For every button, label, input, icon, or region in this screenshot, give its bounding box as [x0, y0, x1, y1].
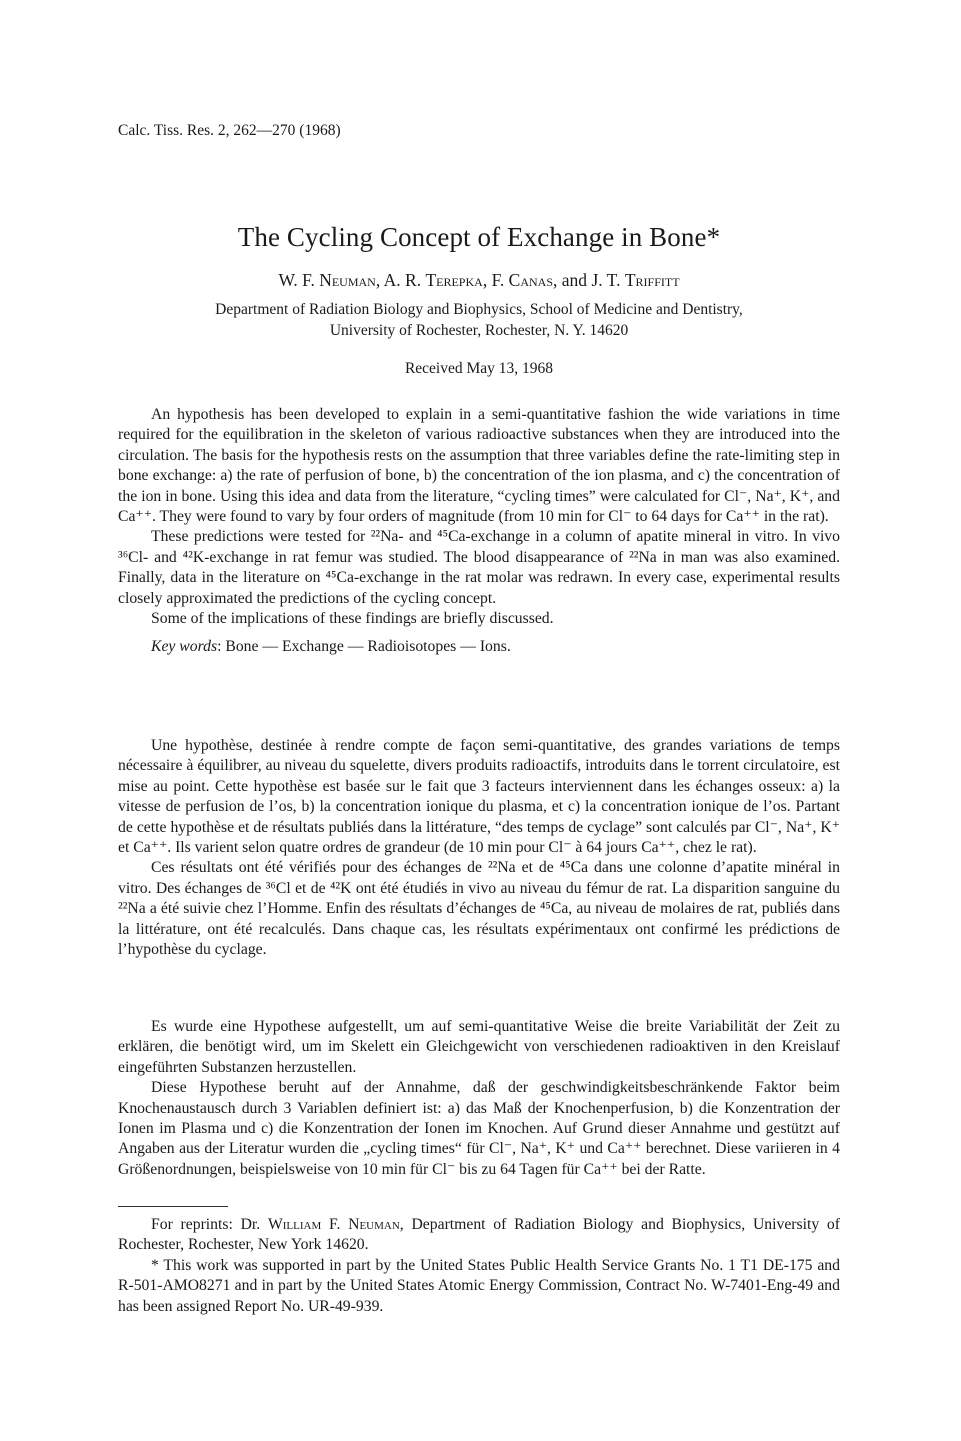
author-initials: A. R. — [383, 270, 426, 290]
journal-citation: Calc. Tiss. Res. 2, 262—270 (1968) — [118, 122, 341, 139]
author-list: W. F. Neuman, A. R. Terepka, F. Canas, and J. T. Triffitt — [278, 270, 680, 290]
author-initials: F. — [491, 270, 509, 290]
abstract-paragraph: Une hypothèse, destinée à rendre compte de façon semi-quantitative, des grandes variations de temps nécessaire à équilibrer, au niveau du squelette, divers produits radioactifs, introduits dans le torrent circulatoire, est mise au point. Cette hypothèse est basée sur le fait que 3 facteurs interviennent dans les échanges osseux: a) la vitesse de perfusion de l’os, b) la concentration ionique du plasma, et c) la concentration ionique de l’os. Partant de cette hypothèse et de résultats publiés dans la littérature, “des temps de cyclage” sont calculés par Cl⁻, Na⁺, K⁺ et Ca⁺⁺. Ils varient selon quatre ordres de grandeur (de 10 min pour Cl⁻ à 64 jours Ca⁺⁺, chez le rat). — [118, 737, 840, 857]
abstract-paragraph: Es wurde eine Hypothese aufgestellt, um auf semi-quantitative Weise die breite Variabilität der Zeit zu erklären, die benötigt wird, um im Skelett ein Gleichgewicht von verschiedenen radioaktiven in den Kreislauf eingeführten Substanzen herzustellen. — [118, 1018, 840, 1076]
funding-footnote: * This work was supported in part by the United States Public Health Service Grants No. 1 T1 DE-175 and R-501-AMO8271 and in part by the United States Atomic Energy Commission, Contract No. W-7401-Eng-49 and has been assigned Report No. UR-49-939. — [118, 1256, 840, 1315]
title-text: The Cycling Concept of Exchange in Bone — [237, 222, 707, 252]
abstract-paragraph: These predictions were tested for ²²Na- and ⁴⁵Ca-exchange in a column of apatite mineral in vitro. In vivo ³⁶Cl- and ⁴²K-exchange in rat femur was studied. The blood disappearance of ²²Na in man was also examined. Finally, data in the literature on ⁴⁵Ca-exchange in the rat molar was redrawn. In every case, experimental results closely approximated the predictions of the cycling concept. — [118, 528, 840, 607]
footnote-name: William F. Neuman — [267, 1216, 400, 1233]
affiliation-line: Department of Radiation Biology and Biophysics, School of Medicine and Dentistry, — [215, 301, 743, 318]
author-name: Terepka — [425, 270, 483, 290]
paper-title — [118, 222, 840, 253]
keywords-list: : Bone — Exchange — Radioisotopes — Ions. — [217, 638, 511, 656]
abstract-paragraph: Ces résultats ont été vérifiés pour des échanges de ²²Na et de ⁴⁵Ca dans une colonne d’apatite minéral in vitro. Des échanges de ³⁶Cl et de ⁴²K ont été étudiés in vivo au niveau du fémur de rat. La disparition sanguine du ²²Na a été suivie chez l’Homme. Enfin des résultats d’échanges de ⁴⁵Ca, au niveau de molaires de rat, publiés dans la littérature, ont été recalculés. Dans chaque cas, les résultats expérimentaux ont confirmé les prédictions de l’hypothèse du cyclage. — [118, 859, 840, 959]
footnotes — [118, 1215, 840, 1317]
title-footnote-mark: * — [706, 222, 721, 252]
footnote-text: , Department of Radiation Biology and Biophysics, University of Rochester, Rochester, New York 14620. — [118, 1216, 840, 1254]
reprints-footnote — [118, 1215, 840, 1256]
abstract-paragraph: Diese Hypothese beruht auf der Annahme, daß der geschwindigkeitsbeschränkende Faktor beim Knochenaustausch durch 3 Variablen definiert ist: a) das Maß der Knochenperfusion, b) die Konzentration der Ionen im Plasma und c) die Konzentration der Ionen im Knochen. Auf Grund dieser Annahme und gestützt auf Angaben aus der Literatur wurden die „cycling times“ für Cl⁻, Na⁺, K⁺ und Ca⁺⁺ berechnet. Diese variieren in 4 Größenordnungen, beispielsweise von 10 min für Cl⁻ bis zu 64 Tagen für Ca⁺⁺ bei der Ratte. — [118, 1079, 840, 1178]
keywords-label: Key words — [151, 638, 218, 656]
abstract-german — [118, 1017, 840, 1180]
abstract-english — [118, 405, 840, 658]
footnote-divider — [118, 1206, 228, 1207]
author-initials: W. F. — [278, 270, 320, 290]
affiliation-line: University of Rochester, Rochester, N. Y. 14620 — [329, 321, 629, 339]
author-initials: J. T. — [591, 270, 625, 290]
abstract-paragraph: An hypothesis has been developed to explain in a semi-quantitative fashion the wide variations in time required for the equilibration in the skeleton of various radioactive substances when they are introduced into the circulation. The basis for the hypothesis rests on the assumption that three variables define the rate-limiting step in bone exchange: a) the rate of perfusion of bone, b) the concentration of the ion plasma, and c) the concentration of the ion in bone. Using this idea and data from the literature, “cycling times” were calculated for Cl⁻, Na⁺, K⁺, and Ca⁺⁺. They were found to vary by four orders of magnitude (from 10 min for Cl⁻ to 64 days for Ca⁺⁺ in the rat). — [118, 406, 840, 526]
affiliation — [118, 300, 840, 341]
author-name: Neuman — [319, 270, 376, 290]
author-name: Triffitt — [624, 270, 680, 290]
abstract-french — [118, 736, 840, 960]
author-name: Canas — [508, 270, 554, 290]
keywords — [118, 637, 840, 657]
abstract-paragraph: Some of the implications of these findings are briefly discussed. — [151, 610, 554, 628]
footnote-text: For reprints: Dr. — [151, 1216, 268, 1233]
received-date: Received May 13, 1968 — [404, 360, 554, 377]
